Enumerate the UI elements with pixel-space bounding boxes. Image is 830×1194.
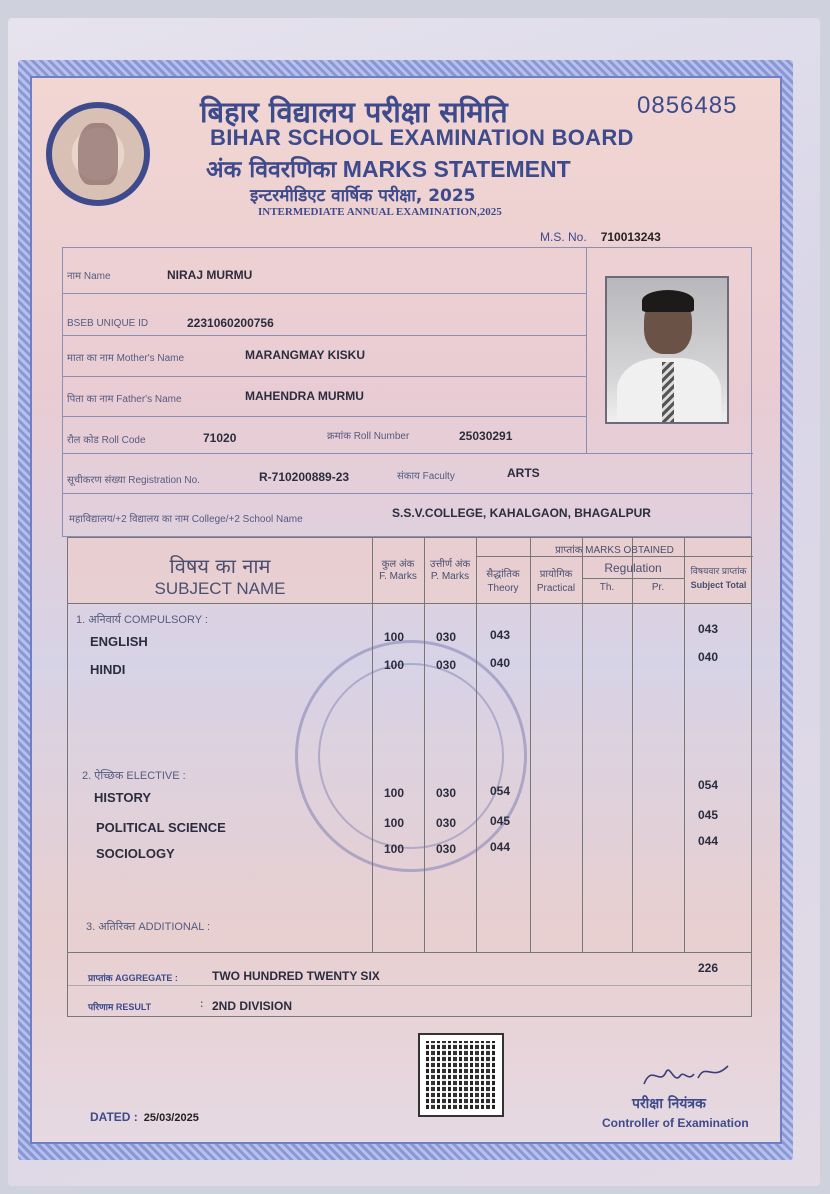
- pmarks-header-hindi: उत्तीर्ण अंक: [429, 559, 471, 570]
- ms-label: M.S. No.: [540, 230, 587, 244]
- full-marks: 100: [384, 816, 405, 830]
- roll-number: 25030291: [459, 429, 513, 443]
- section-compulsory: 1. अनिवार्य COMPULSORY :: [76, 614, 208, 626]
- uid-label: BSEB UNIQUE ID: [67, 318, 149, 329]
- fmarks-header: F. Marks: [379, 571, 417, 582]
- student-photo: [605, 276, 729, 424]
- aggregate-value: 226: [698, 961, 719, 975]
- subject-total: 045: [698, 808, 719, 822]
- registration-number: R-710200889-23: [259, 470, 350, 484]
- board-seal-icon: [46, 102, 150, 206]
- board-name: BIHAR SCHOOL EXAMINATION BOARD: [210, 125, 634, 150]
- pmarks-header: P. Marks: [430, 571, 470, 582]
- theory-marks: 044: [490, 840, 511, 854]
- result-colon: :: [200, 999, 204, 1010]
- father-name: MAHENDRA MURMU: [245, 389, 364, 403]
- roll-code-label: रौल कोड Roll Code: [67, 435, 146, 446]
- theory-header-hindi: सैद्धांतिक: [486, 569, 520, 580]
- result-value: 2ND DIVISION: [212, 999, 293, 1013]
- exam-name: INTERMEDIATE ANNUAL EXAMINATION,2025: [258, 206, 502, 218]
- pass-marks: 030: [436, 842, 457, 856]
- pass-marks: 030: [436, 658, 457, 672]
- practical-header: Practical: [536, 583, 576, 594]
- ms-value: 710013243: [600, 230, 661, 244]
- subject-total: 054: [698, 778, 719, 792]
- section-additional: 3. अतिरिक्त ADDITIONAL :: [86, 921, 211, 933]
- full-marks: 100: [384, 658, 405, 672]
- statement-title-hindi: अंक विवरणिका: [206, 157, 337, 183]
- exam-name-hindi: इन्टरमीडिएट वार्षिक परीक्षा, 2025: [250, 186, 476, 206]
- theory-marks: 054: [490, 784, 511, 798]
- controller-title: Controller of Examination: [602, 1116, 749, 1130]
- date-line: [90, 1110, 199, 1124]
- reg-th-header: Th.: [599, 582, 615, 593]
- mother-label: माता का नाम Mother's Name: [67, 353, 185, 364]
- roll-code: 71020: [203, 431, 237, 445]
- total-header-hindi: विषयवार प्राप्तांक: [690, 566, 747, 576]
- board-name-hindi: बिहार विद्यालय परीक्षा समिति: [200, 95, 508, 129]
- full-marks: 100: [384, 630, 405, 644]
- theory-marks: 043: [490, 628, 511, 642]
- issue-date: 25/03/2025: [143, 1112, 199, 1124]
- section-elective: 2. ऐच्छिक ELECTIVE :: [82, 770, 186, 782]
- controller-signature: [640, 1058, 732, 1094]
- total-header: Subject Total: [690, 580, 747, 590]
- subject-name: SOCIOLOGY: [96, 846, 175, 861]
- pass-marks: 030: [436, 816, 457, 830]
- mother-name: MARANGMAY KISKU: [245, 348, 366, 362]
- father-label: पिता का नाम Father's Name: [67, 394, 182, 405]
- college-label: महाविद्यालय/+2 विद्यालय का नाम College/+2 School Name: [69, 514, 303, 525]
- roll-number-label: क्रमांक Roll Number: [327, 431, 410, 442]
- statement-title-english: MARKS STATEMENT: [342, 156, 571, 182]
- full-marks: 100: [384, 842, 405, 856]
- qr-code-icon: [418, 1033, 504, 1117]
- name-label: नाम Name: [67, 271, 111, 282]
- faculty-label: संकाय Faculty: [397, 471, 455, 482]
- subject-header: SUBJECT NAME: [154, 579, 286, 598]
- subject-header-hindi: विषय का नाम: [169, 554, 271, 578]
- student-uid: 2231060200756: [187, 316, 274, 330]
- theory-header: Theory: [487, 583, 519, 594]
- subject-total: 043: [698, 622, 719, 636]
- serial-number: 0856485: [637, 92, 738, 119]
- marks-table: [67, 537, 752, 953]
- marks-obtained-header: प्राप्तांक MARKS OBTAINED: [555, 545, 674, 556]
- regulation-header: Regulation: [604, 561, 662, 575]
- ms-number: [540, 230, 661, 244]
- result-label: परिणाम RESULT: [88, 1002, 152, 1012]
- college-name: S.S.V.COLLEGE, KAHALGAON, BHAGALPUR: [392, 506, 651, 520]
- subject-total: 040: [698, 650, 719, 664]
- statement-title: [206, 152, 571, 184]
- aggregate-box: [67, 953, 752, 1017]
- registration-label: सूचीकरण संख्या Registration No.: [67, 475, 200, 486]
- subject-name: HISTORY: [94, 790, 152, 805]
- theory-marks: 040: [490, 656, 511, 670]
- controller-title-hindi: परीक्षा नियंत्रक: [632, 1096, 706, 1112]
- pass-marks: 030: [436, 630, 457, 644]
- aggregate-words: TWO HUNDRED TWENTY SIX: [212, 969, 380, 983]
- fmarks-header-hindi: कुल अंक: [381, 559, 415, 570]
- student-name: NIRAJ MURMU: [167, 268, 253, 282]
- subject-name: HINDI: [90, 662, 126, 677]
- subject-name: POLITICAL SCIENCE: [96, 820, 226, 835]
- theory-marks: 045: [490, 814, 511, 828]
- reg-pr-header: Pr.: [651, 582, 665, 593]
- subject-total: 044: [698, 834, 719, 848]
- subject-name: ENGLISH: [90, 634, 148, 649]
- aggregate-label: प्राप्तांक AGGREGATE :: [88, 973, 178, 983]
- faculty: ARTS: [507, 466, 540, 480]
- pass-marks: 030: [436, 786, 457, 800]
- full-marks: 100: [384, 786, 405, 800]
- practical-header-hindi: प्रायोगिक: [539, 569, 573, 580]
- dated-label: DATED :: [90, 1110, 138, 1124]
